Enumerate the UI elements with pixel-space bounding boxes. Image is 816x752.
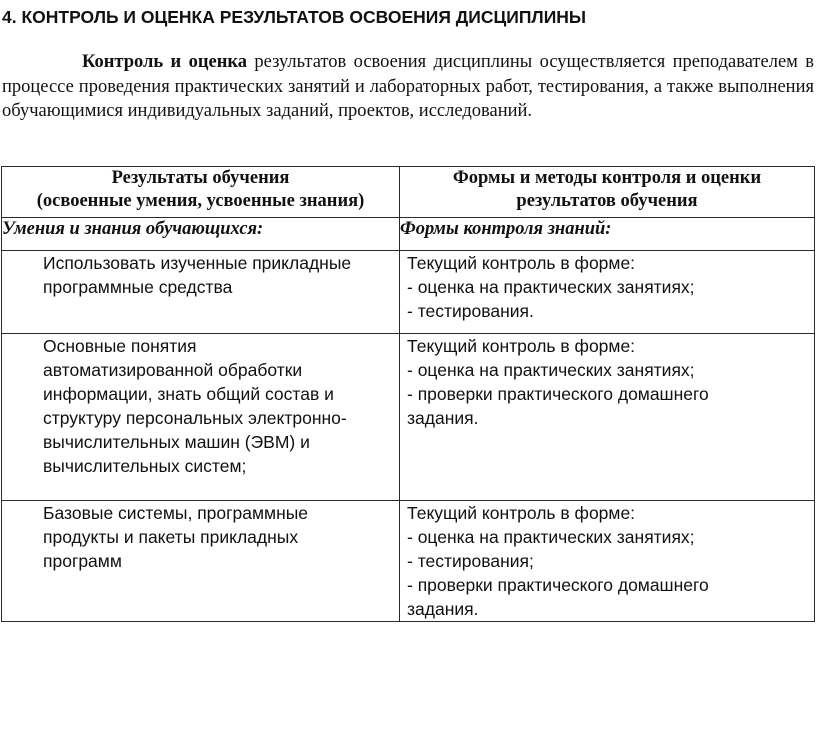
subheader-control-forms: Формы контроля знаний:: [400, 218, 815, 251]
cell-line: - тестирования;: [407, 551, 534, 571]
cell-line: Базовые системы, программные: [43, 503, 309, 523]
cell-line: автоматизированной обработки: [43, 360, 303, 380]
cell-line: программ: [43, 551, 122, 571]
header-right-line: результатов обучения: [516, 191, 698, 211]
cell-line: задания.: [407, 599, 479, 619]
cell-line: - оценка на практических занятиях;: [407, 277, 695, 297]
cell-line: Текущий контроль в форме:: [407, 253, 636, 273]
table-row: [2, 501, 815, 622]
result-cell: [2, 251, 400, 334]
cell-line: вычислительных машин (ЭВМ) и: [43, 432, 310, 452]
section-heading: 4. КОНТРОЛЬ И ОЦЕНКА РЕЗУЛЬТАТОВ ОСВОЕНИЯ ДИСЦИПЛИНЫ: [2, 7, 587, 27]
intro-lead: Контроль и оценка: [82, 52, 247, 72]
header-right-line: Формы и методы контроля и оценки: [452, 168, 762, 188]
header-learning-results: [2, 167, 400, 218]
cell-line: задания.: [407, 408, 479, 428]
cell-line: продукты и пакеты прикладных: [43, 527, 299, 547]
header-control-methods: [400, 167, 815, 218]
control-cell: [400, 334, 815, 501]
table-subheader-row: [2, 218, 815, 251]
cell-line: вычислительных систем;: [43, 456, 247, 476]
cell-line: Текущий контроль в форме:: [407, 503, 636, 523]
cell-line: Основные понятия: [43, 336, 197, 356]
intro-paragraph: [2, 50, 814, 124]
subheader-skills: Умения и знания обучающихся:: [2, 218, 400, 251]
header-left-line: Результаты обучения: [111, 168, 290, 188]
result-cell: [2, 334, 400, 501]
control-cell: [400, 501, 815, 622]
cell-line: - проверки практического домашнего: [407, 575, 709, 595]
control-cell: [400, 251, 815, 334]
cell-line: - тестирования.: [407, 301, 534, 321]
table-header-row: [2, 167, 815, 218]
cell-line: структуру персональных электронно-: [43, 408, 347, 428]
cell-line: - проверки практического домашнего: [407, 384, 709, 404]
cell-line: программные средства: [43, 277, 233, 297]
header-left-line: (освоенные умения, усвоенные знания): [36, 191, 365, 211]
results-table: [1, 166, 815, 622]
table-row: [2, 251, 815, 334]
cell-line: - оценка на практических занятиях;: [407, 360, 695, 380]
cell-line: - оценка на практических занятиях;: [407, 527, 695, 547]
result-cell: [2, 501, 400, 622]
cell-line: информации, знать общий состав и: [43, 384, 334, 404]
intro-text: результатов освоения дисциплины осуществляется преподавателем в процессе проведения практических занятий и лабораторных работ, тестирования, а также выполнения обучающимися индивидуальных заданий, проектов, исследований.: [2, 52, 814, 121]
cell-line: Текущий контроль в форме:: [407, 336, 636, 356]
cell-line: Использовать изученные прикладные: [43, 253, 352, 273]
table-row: [2, 334, 815, 501]
